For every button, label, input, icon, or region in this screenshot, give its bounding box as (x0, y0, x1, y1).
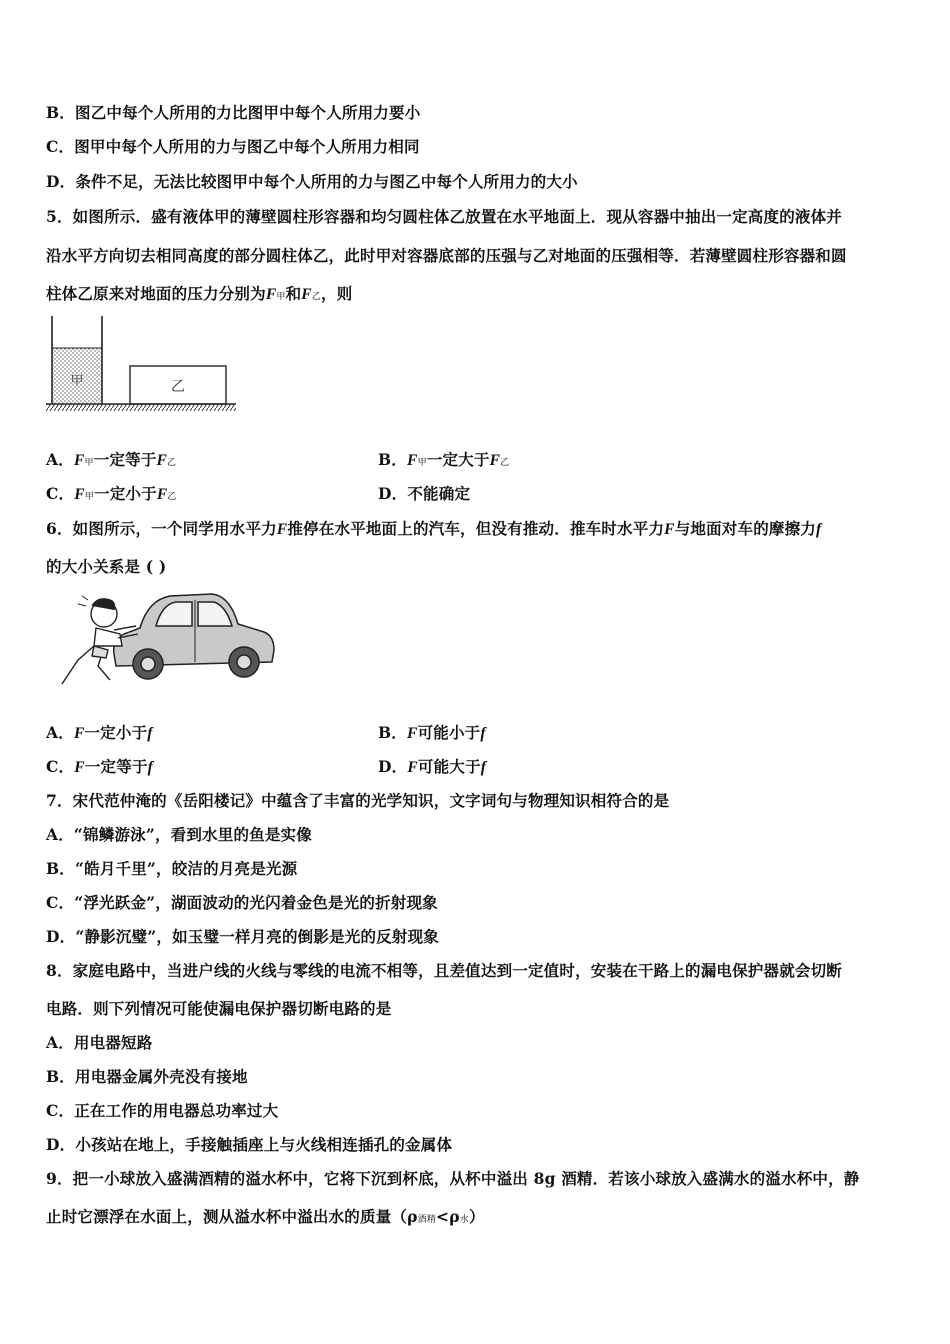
label-jia: 甲 (70, 374, 84, 389)
q5-figure (44, 312, 240, 416)
q4-option-b: B．图乙中每个人所用的力比图甲中每个人所用力要小 (46, 103, 421, 122)
q8-stem-line1: 8．家庭电路中，当进户线的火线与零线的电流不相等，且差值达到一定值时，安装在干路上的漏电保护器就会切断 (46, 961, 842, 980)
q6-stem-line1: 6．如图所示，一个同学用水平力F推停在水平地面上的汽车，但没有推动．推车时水平力F与地面对车的摩擦力f (46, 519, 822, 538)
q6-option-c: C．F一定等于f (46, 757, 153, 776)
container-jia (52, 316, 102, 404)
q6-option-d: D．F可能大于f (378, 757, 487, 776)
q4-option-d: D．条件不足，无法比较图甲中每个人所用的力与图乙中每个人所用力的大小 (46, 172, 578, 191)
q9-stem-line1: 9．把一小球放入盛满酒精的溢水杯中，它将下沉到杯底，从杯中溢出 8g 酒精．若该小球放入盛满水的溢水杯中，静 (46, 1169, 860, 1188)
q7-option-b: B．“皓月千里”，皎洁的月亮是光源 (46, 859, 298, 878)
q7-stem: 7．宋代范仲淹的《岳阳楼记》中蕴含了丰富的光学知识，文字词句与物理知识相符合的是 (46, 791, 670, 810)
q5-stem-line2: 沿水平方向切去相同高度的部分圆柱体乙，此时甲对容器底部的压强与乙对地面的压强相等．若薄壁圆柱形容器和圆 (46, 246, 847, 265)
q8-stem-line2: 电路．则下列情况可能使漏电保护器切断电路的是 (46, 999, 392, 1018)
q8-option-a: A．用电器短路 (46, 1033, 153, 1052)
q6-figure-boy-pushing-car (52, 588, 280, 692)
label-yi: 乙 (171, 379, 185, 395)
q6-stem-line2: 的大小关系是 ( ) (46, 557, 167, 576)
q5-option-b: B．F甲一定大于F乙 (378, 450, 510, 469)
q8-option-c: C．正在工作的用电器总功率过大 (46, 1101, 279, 1120)
q5-option-a: A．F甲一定等于F乙 (46, 450, 177, 469)
ground (46, 404, 236, 411)
car (114, 594, 274, 679)
q6-option-b: B．F可能小于f (378, 723, 486, 742)
q5-stem-line1: 5．如图所示．盛有液体甲的薄壁圆柱形容器和均匀圆柱体乙放置在水平地面上．现从容器中抽出一定高度的液体并 (46, 207, 842, 226)
q4-option-c: C．图甲中每个人所用的力与图乙中每个人所用力相同 (46, 137, 420, 156)
q8-option-b: B．用电器金属外壳没有接地 (46, 1067, 248, 1086)
q5-option-d: D．不能确定 (378, 484, 471, 503)
q7-option-a: A．“锦鳞游泳”，看到水里的鱼是实像 (46, 825, 312, 844)
q5-option-c: C．F甲一定小于F乙 (46, 484, 177, 503)
q7-option-c: C．“浮光跃金”，湖面波动的光闪着金色是光的折射现象 (46, 893, 438, 912)
q5-stem-line3: 柱体乙原来对地面的压力分别为F甲和F乙，则 (46, 284, 353, 303)
q7-option-d: D．“静影沉璧”，如玉璧一样月亮的倒影是光的反射现象 (46, 927, 439, 946)
q8-option-d: D．小孩站在地上，手接触插座上与火线相连插孔的金属体 (46, 1135, 453, 1154)
q6-option-a: A．F一定小于f (46, 723, 153, 742)
q9-stem-line2: 止时它漂浮在水面上，测从溢水杯中溢出水的质量（ρ酒精<ρ水） (46, 1207, 485, 1226)
